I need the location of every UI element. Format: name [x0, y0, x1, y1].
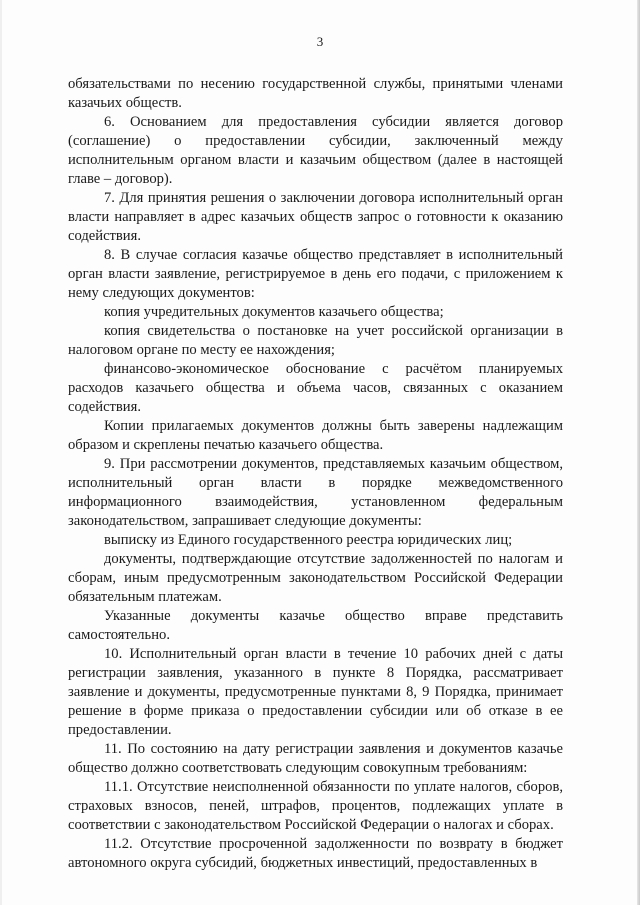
list-item: документы, подтверждающие отсутствие задолженностей по налогам и сборам, иным предусмотренным законодательством Российской Федерации обязательным платежам. [68, 551, 563, 605]
list-item: финансово-экономическое обоснование с расчётом планируемых расходов казачьего общества и объема часов, связанных с оказанием содействия. [68, 361, 563, 415]
list-item: копия учредительных документов казачьего общества; [104, 304, 444, 320]
paragraph: 8. В случае согласия казачье общество представляет в исполнительный орган власти заявление, регистрируемое в день его подачи, с приложением к нему следующих документов: [68, 247, 563, 301]
paragraph: 7. Для принятия решения о заключении договора исполнительный орган власти направляет в адрес казачьих обществ запрос о готовности к оказанию содействия. [68, 190, 563, 244]
scan-edge-left [0, 0, 2, 905]
paragraph: 11.1. Отсутствие неисполненной обязанности по уплате налогов, сборов, страховых взносов, пеней, штрафов, процентов, подлежащих уплате в соответствии с законодательством Российской Федерации о налогах и сборах. [68, 779, 563, 833]
list-item: копия свидетельства о постановке на учет российской организации в налоговом органе по месту ее нахождения; [68, 323, 563, 358]
paragraph: 10. Исполнительный орган власти в течение 10 рабочих дней с даты регистрации заявления, указанного в пункте 8 Порядка, рассматривает заявление и документы, предусмотренные пунктами 8, 9 Порядка, принимает решение в форме приказа о предоставлении субсидии или об отказе в ее предоставлении. [68, 646, 563, 738]
paragraph: Копии прилагаемых документов должны быть заверены надлежащим образом и скреплены печатью казачьего общества. [68, 418, 563, 453]
paragraph: обязательствами по несению государственной службы, принятыми членами казачьих обществ. [68, 76, 563, 111]
page-number: 3 [316, 34, 324, 49]
list-item: выписку из Единого государственного реестра юридических лиц; [104, 532, 513, 548]
paragraph: 11.2. Отсутствие просроченной задолженности по возврату в бюджет автономного округа субсидий, бюджетных инвестиций, предоставленных в [68, 836, 563, 871]
paragraph: Указанные документы казачье общество вправе представить самостоятельно. [68, 608, 563, 643]
paragraph: 6. Основанием для предоставления субсидии является договор (соглашение) о предоставлении субсидии, заключенный между исполнительным органом власти и казачьим обществом (далее в настоящей главе – договор). [68, 114, 563, 187]
paragraph: 11. По состоянию на дату регистрации заявления и документов казачье общество должно соответствовать следующим совокупным требованиям: [68, 741, 563, 776]
paragraph: 9. При рассмотрении документов, представляемых казачьим обществом, исполнительный орган власти в порядке межведомственного информационного взаимодействия, установленном федеральным законодательством, запрашивает следующие документы: [68, 456, 563, 529]
document-body [68, 75, 563, 873]
